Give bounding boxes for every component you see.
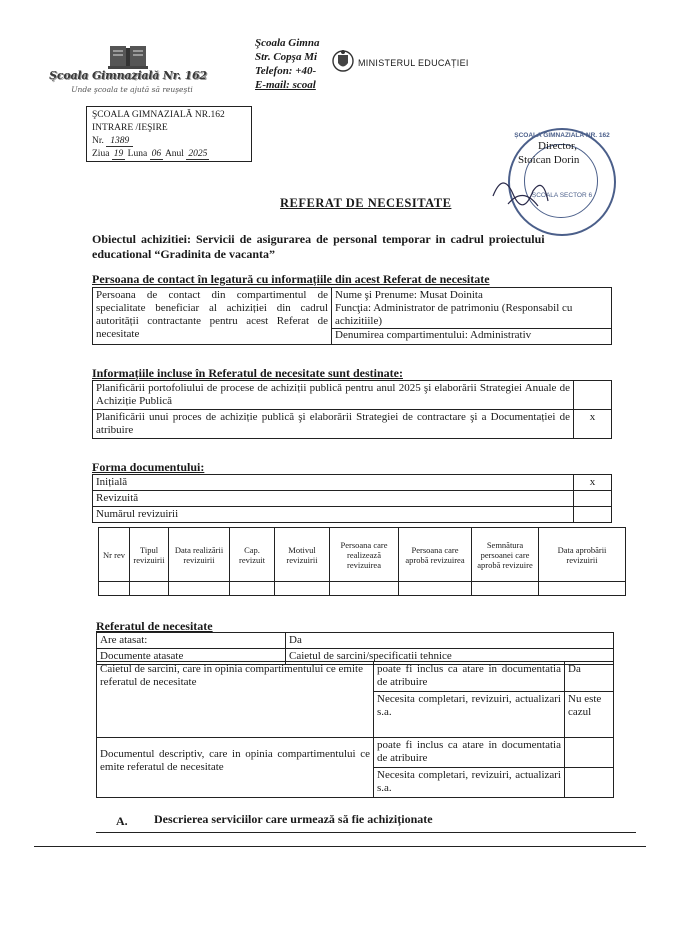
school-logo-text: Școala Gimnazială Nr. 162	[49, 69, 207, 82]
stamp-inner-text: ȘCOALA SECTOR 6	[531, 192, 593, 199]
documents-value: Caietul de sarcini/specificatii tehnice	[286, 649, 614, 665]
table-row	[93, 507, 612, 523]
form-row-mark: x	[574, 475, 612, 491]
column-header: Persoana care aprobă revizuirea	[399, 528, 472, 582]
form-row-mark	[574, 491, 612, 507]
column-header: Motivul revizuirii	[275, 528, 330, 582]
registration-number: Nr. 1389	[92, 135, 246, 148]
registration-month: 06	[151, 149, 162, 159]
option-text: Necesita completari, revizuiri, actualizari s.a.	[374, 768, 565, 798]
attached-label: Are atasat:	[97, 633, 286, 649]
table-row	[97, 633, 614, 649]
divider	[34, 846, 646, 847]
ministry-name: MINISTERUL EDUCAȚIEI	[358, 58, 469, 68]
school-contact	[255, 36, 319, 92]
school-logo	[28, 44, 228, 102]
form-table	[92, 474, 612, 523]
column-header: Tipul revizuirii	[130, 528, 169, 582]
option-text: poate fi inclus ca atare in documentatia de atribuire	[374, 662, 565, 692]
option-value	[565, 768, 614, 798]
info-table	[92, 380, 612, 439]
option-text: Necesita completari, revizuiri, actualizari s.a.	[374, 692, 565, 738]
contact-line: Str. Copşa Mi	[255, 51, 318, 63]
table-row	[93, 381, 612, 410]
contact-line: Telefon: +40-	[255, 65, 317, 77]
objective-line-1: Obiectul achizitiei: Servicii de asigurarea de personal temporar in cadrul proiectului	[92, 232, 545, 246]
attached-value: Da	[286, 633, 614, 649]
contact-line: E-mail: scoal	[255, 79, 316, 91]
table-header-row	[99, 528, 626, 582]
column-header: Data aprobării revizuirii	[539, 528, 626, 582]
info-row-text: Planificării unui proces de achiziție publică şi elaborării Strategiei de contractare şi a Documentației de atribuire	[93, 410, 574, 439]
table-row	[93, 475, 612, 491]
contact-section-title: Persoana de contact în legatură cu informațiile din acest Referat de necesitate	[92, 272, 490, 286]
section-a-letter: A.	[116, 814, 128, 828]
registration-date: Ziua 19 Luna 06 Anul 2025	[92, 149, 208, 159]
director-name: Stoican Dorin	[518, 154, 580, 166]
registration-year: 2025	[188, 149, 208, 159]
contact-function: Funcţia: Administrator de patrimoniu (Responsabil cu achizitiile)	[335, 302, 573, 327]
contact-department: Denumirea compartimentului: Administrativ	[332, 328, 611, 342]
coat-of-arms-icon	[332, 48, 354, 76]
school-motto: Unde şcoala te ajută să reuşeşti	[71, 85, 193, 94]
divider	[96, 832, 636, 833]
documents-label: Documente atasate	[97, 649, 286, 665]
section-a-title: Descrierea serviciilor care urmează să fie achiziționate	[154, 812, 433, 826]
info-row-mark	[574, 381, 612, 410]
column-header: Data realizării revizuirii	[169, 528, 230, 582]
option-value: Nu este cazul	[565, 692, 614, 738]
info-row-mark: x	[574, 410, 612, 439]
table-row	[93, 491, 612, 507]
descriptive-document: Documentul descriptiv, care in opinia compartimentului ce emite referatul de necesitate	[97, 738, 374, 798]
table-row	[93, 410, 612, 439]
table-row	[97, 662, 614, 692]
contact-description: Persoana de contact din compartimentul de specialitate beneficiar al achiziției din cadrul autorității contractante pentru acest Referat de necesitate	[93, 288, 332, 345]
contact-table	[92, 287, 612, 345]
info-row-text: Planificării portofoliului de procese de achiziții publică pentru anul 2025 şi elaborării Strategiei Anuale de Achiziție Publică	[93, 381, 574, 410]
director-title: Director,	[538, 140, 577, 152]
option-value: Da	[565, 662, 614, 692]
registration-school: ŞCOALA GIMNAZIALĂ NR.162	[92, 110, 225, 120]
registration-box	[86, 106, 252, 162]
book-icon	[108, 44, 148, 70]
contact-details	[332, 288, 612, 345]
objective-line-2: educational “Gradinita de vacanta”	[92, 247, 276, 261]
registration-type: INTRARE /IEŞIRE	[92, 123, 168, 133]
form-row-text: Revizuită	[93, 491, 574, 507]
stamp-text: ȘCOALA GIMNAZIALĂ NR. 162	[514, 132, 610, 139]
form-row-mark	[574, 507, 612, 523]
form-row-text: Numărul revizuirii	[93, 507, 574, 523]
form-row-text: Inițială	[93, 475, 574, 491]
revision-table	[98, 527, 626, 596]
referat-section-title: Referatul de necesitate	[96, 619, 213, 633]
info-section-title: Informațiile incluse în Referatul de necesitate sunt destinate:	[92, 366, 403, 380]
referat-options-table	[96, 661, 614, 798]
column-header: Cap. revizuit	[230, 528, 275, 582]
form-section-title: Forma documentului:	[92, 460, 205, 474]
table-row	[99, 582, 626, 596]
option-value	[565, 738, 614, 768]
option-text: poate fi inclus ca atare in documentatia de atribuire	[374, 738, 565, 768]
registration-day: 19	[113, 149, 124, 159]
caiet-description: Caietul de sarcini, care in opinia compartimentului ce emite referatul de necesitate	[97, 662, 374, 738]
column-header: Persoana care realizează revizuirea	[330, 528, 399, 582]
column-header: Nr rev	[99, 528, 130, 582]
contact-name: Nume şi Prenume: Musat Doinita	[335, 289, 483, 301]
table-row	[97, 738, 614, 768]
signature	[488, 166, 558, 216]
document-title: REFERAT DE NECESITATE	[280, 196, 452, 210]
registration-number-value: 1389	[106, 136, 133, 147]
column-header: Semnătura persoanei care aprobă revizuire	[472, 528, 539, 582]
contact-line: Şcoala Gimna	[255, 37, 320, 49]
